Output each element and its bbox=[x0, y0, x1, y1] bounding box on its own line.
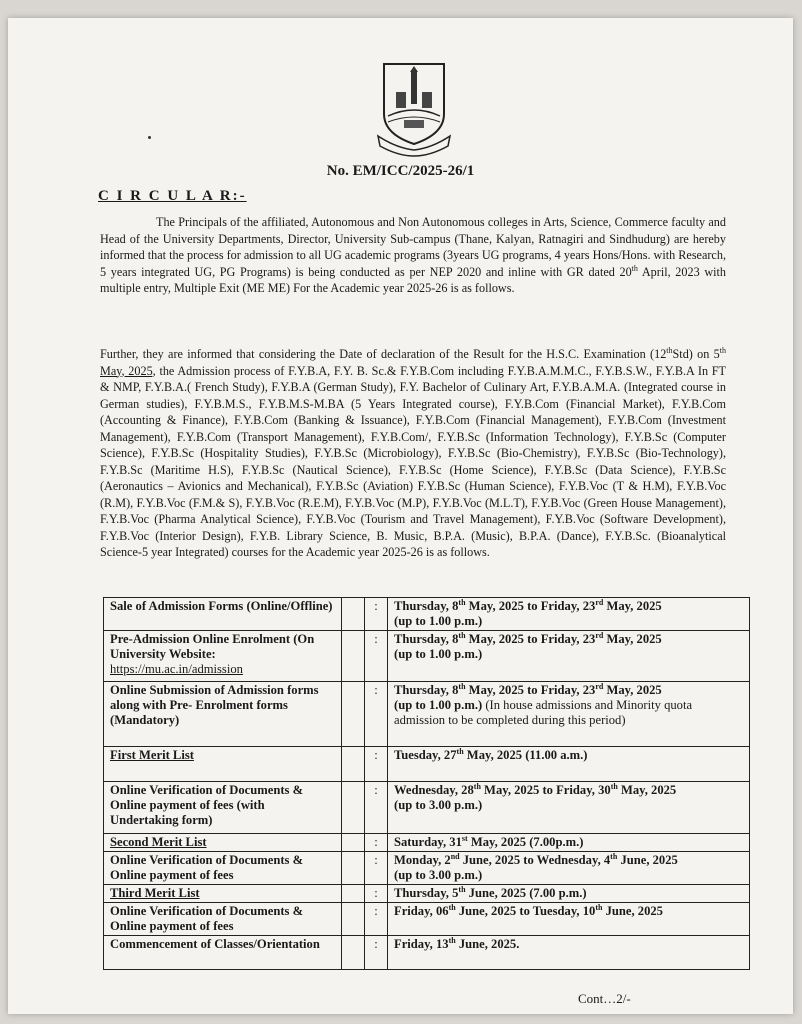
admission-website-link[interactable]: https://mu.ac.in/admission bbox=[110, 662, 243, 676]
event-cell: Pre-Admission Online Enrolment (On University Website: https://mu.ac.in/admission bbox=[104, 631, 342, 682]
date-cell: Thursday, 8th May, 2025 to Friday, 23rd May, 2025 (up to 1.00 p.m.) bbox=[388, 631, 750, 682]
date-cell: Tuesday, 27th May, 2025 (11.00 a.m.) bbox=[388, 747, 750, 782]
event-cell: Second Merit List bbox=[104, 834, 342, 852]
date-cell: Wednesday, 28th May, 2025 to Friday, 30th May, 2025 (up to 3.00 p.m.) bbox=[388, 782, 750, 834]
table-row: Online Submission of Admission forms along with Pre- Enrolment forms (Mandatory) : Thursday, 8th May, 2025 to Friday, 23rd May, 2025 (up to 1.00 p.m.) (In house admissions and Minority quota admission to be completed during this period) bbox=[104, 682, 750, 747]
event-cell: Online Verification of Documents & Online payment of fees bbox=[104, 852, 342, 885]
table-row: Pre-Admission Online Enrolment (On University Website: https://mu.ac.in/admission : Thursday, 8th May, 2025 to Friday, 23rd May, 2025 (up to 1.00 p.m.) bbox=[104, 631, 750, 682]
circular-heading: C I R C U L A R:- bbox=[98, 188, 247, 204]
speck-dot bbox=[148, 136, 151, 139]
date-cell: Friday, 13th June, 2025. bbox=[388, 936, 750, 970]
table-row: First Merit List : Tuesday, 27th May, 2025 (11.00 a.m.) bbox=[104, 747, 750, 782]
continued-marker: Cont…2/- bbox=[578, 991, 631, 1006]
date-cell: Saturday, 31st May, 2025 (7.00p.m.) bbox=[388, 834, 750, 852]
table-row: Online Verification of Documents & Online payment of fees (with Undertaking form) : Wednesday, 28th May, 2025 to Friday, 30th May, 2025 (up to 3.00 p.m.) bbox=[104, 782, 750, 834]
university-emblem-logo bbox=[376, 58, 452, 158]
table-row: Second Merit List : Saturday, 31st May, 2025 (7.00p.m.) bbox=[104, 834, 750, 852]
admission-schedule-table bbox=[103, 597, 750, 970]
event-cell: Online Verification of Documents & Online payment of fees (with Undertaking form) bbox=[104, 782, 342, 834]
event-cell: Online Submission of Admission forms along with Pre- Enrolment forms (Mandatory) bbox=[104, 682, 342, 747]
table-row: Third Merit List : Thursday, 5th June, 2025 (7.00 p.m.) bbox=[104, 885, 750, 903]
table-row: Sale of Admission Forms (Online/Offline) : Thursday, 8th May, 2025 to Friday, 23rd May, 2025 (up to 1.00 p.m.) bbox=[104, 598, 750, 631]
table-row: Online Verification of Documents & Online payment of fees : Monday, 2nd June, 2025 to Wednesday, 4th June, 2025 (up to 3.00 p.m.) bbox=[104, 852, 750, 885]
event-cell: First Merit List bbox=[104, 747, 342, 782]
date-cell: Thursday, 5th June, 2025 (7.00 p.m.) bbox=[388, 885, 750, 903]
reference-number: No. EM/ICC/2025-26/1 bbox=[326, 163, 475, 179]
event-cell: Sale of Admission Forms (Online/Offline) bbox=[104, 598, 342, 631]
date-cell: Friday, 06th June, 2025 to Tuesday, 10th June, 2025 bbox=[388, 903, 750, 936]
document-page bbox=[8, 18, 793, 1014]
circular-paragraph-1: The Principals of the affiliated, Autonomous and Non Autonomous colleges in Arts, Science, Commerce faculty and Head of the University Departments, Director, University Sub-campus (Thane, Kalyan, Ratnagiri and Sindhudurg) are hereby informed that the process for admission to all UG academic programs (3years UG programs, 4 years Hons/Hons. with Research, 5 years integrated UG, PG Programs) is being conducted as per NEP 2020 and inline with GR dated 20th April, 2023 with multiple entry, Multiple Exit (ME ME) For the Academic year 2025-26 is as follows. bbox=[100, 215, 726, 295]
event-cell: Third Merit List bbox=[104, 885, 342, 903]
hsc-result-date: May, 2025, bbox=[100, 363, 156, 378]
date-cell: Thursday, 8th May, 2025 to Friday, 23rd May, 2025 (up to 1.00 p.m.) bbox=[388, 598, 750, 631]
date-cell: Monday, 2nd June, 2025 to Wednesday, 4th June, 2025 (up to 3.00 p.m.) bbox=[388, 852, 750, 885]
circular-paragraph-2: Further, they are informed that considering the Date of declaration of the Result for the H.S.C. Examination (12thStd) on 5th May, 2025, the Admission process of F.Y.B.A, F.Y. B. Sc.& F.Y.B.Com including F.Y.B.A.M.M.C., F.Y.B.S.W., F.Y.B.A In FT & NMP, F.Y.B.A.( French Study), F.Y.B.A (German Study), F.Y. Bachelor of Culinary Art, F.Y.B.A.M.A. (Integrated course in German studies), F.Y.B.M.S., F.Y.B.M.S-M.BA (5 Years Integrated course), F.Y.B.Com (Financial Market), F.Y.B.Com (Accounting & Finance), F.Y.B.Com (Banking & Issuance), F.Y.B.Com (Financial Management), F.Y.B.Com (Investment Management), F.Y.B.Com (Transport Management), F.Y.B.Com/, F.Y.B.Sc (Information Technology), F.Y.B.Sc (Computer Science), F.Y.B.Sc (Hospitality Studies), F.Y.B.Sc (Microbiology), F.Y.B.Sc (Bio-Chemistry), F.Y.B.Sc (Bio-Technology), F.Y.B.Sc (Maritime H.S), F.Y.B.Sc (Nautical Science), F.Y.B.Sc (Home Science), F.Y.B.Sc (Data Science), F.Y.B.Sc (Aeronautics – Avionics and Mechanical), F.Y.B.Sc (Aviation) F.Y.B.Sc (Human Science), F.Y.B.Voc (T & H.M), F.Y.B.Voc (R.M), F.Y.B.Voc (F.M.& S), F.Y.B.Voc (R.E.M), F.Y.B.Voc (M.P), F.Y.B.Voc (M.L.T), F.Y.B.Voc (Green House Management), F.Y.B.Voc (Pharma Analytical Science), F.Y.B.Voc (Tourism and Travel Management), F.Y.B.Voc (Software Development), F.Y.B.Voc (Interior Design), F.Y.B. Library Science, B. Music, B.P.A. (Music), B.P.A. (Dance), F.Y.B.Sc. (Bioanalytical Science-5 year Integrated) courses for the Academic year 2025-26 is as follows. bbox=[100, 345, 726, 559]
event-cell: Commencement of Classes/Orientation bbox=[104, 936, 342, 970]
table-row: Commencement of Classes/Orientation : Friday, 13th June, 2025. bbox=[104, 936, 750, 970]
event-cell: Online Verification of Documents & Online payment of fees bbox=[104, 903, 342, 936]
table-row: Online Verification of Documents & Online payment of fees : Friday, 06th June, 2025 to Tuesday, 10th June, 2025 bbox=[104, 903, 750, 936]
date-cell: Thursday, 8th May, 2025 to Friday, 23rd May, 2025 (up to 1.00 p.m.) (In house admissions and Minority quota admission to be completed during this period) bbox=[388, 682, 750, 747]
